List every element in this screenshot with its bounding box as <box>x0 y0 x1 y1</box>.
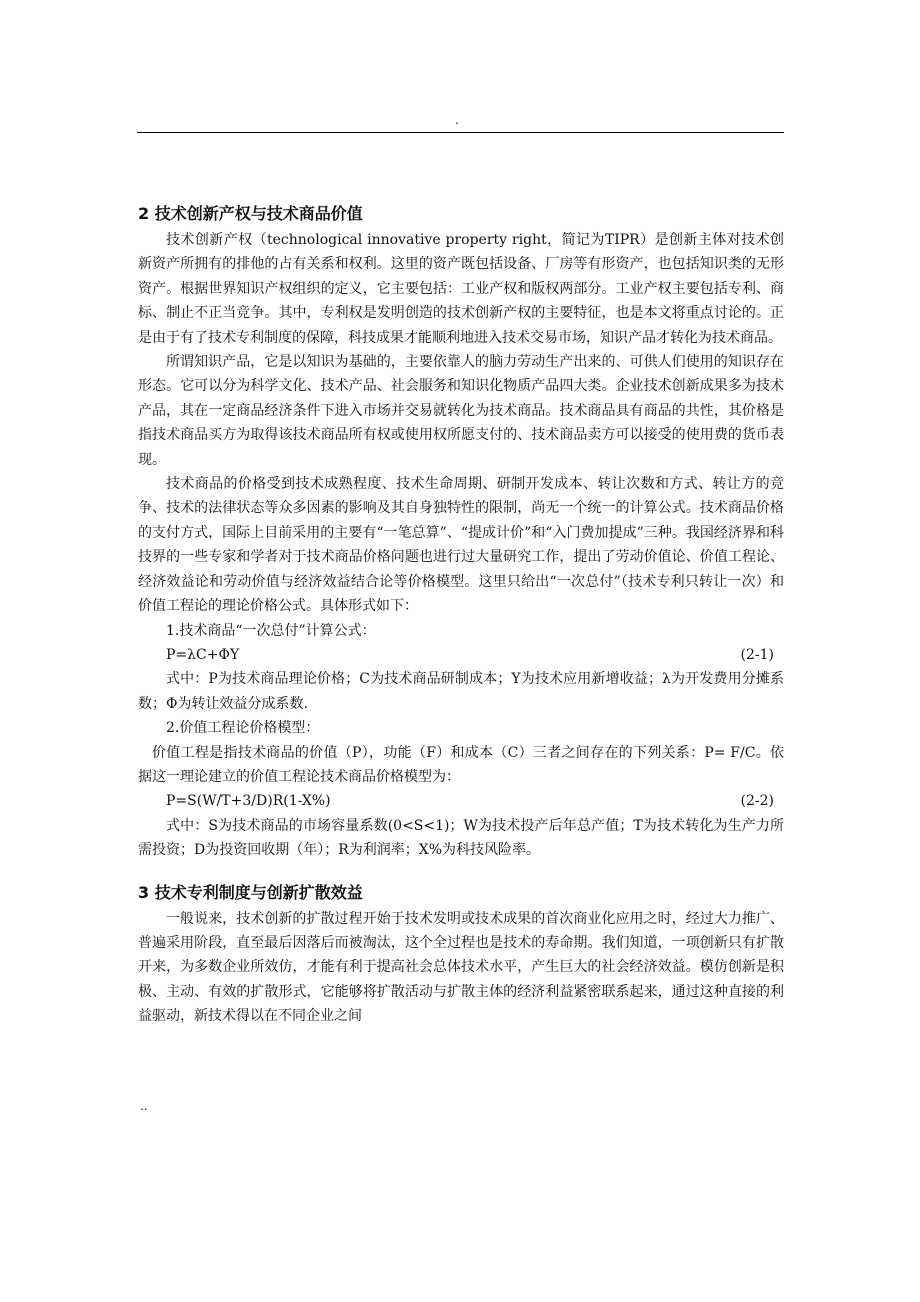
formula-2 <box>138 789 784 813</box>
footer-dots: .. <box>140 1099 148 1113</box>
section-3-heading: 3 技术专利制度与创新扩散效益 <box>138 882 363 902</box>
formula-1-description: 式中：P为技术商品理论价格；C为技术商品研制成本；Y为技术应用新增收益；λ为开发费用分摊系数；Φ为转让效益分成系数. <box>138 671 784 712</box>
header-rule <box>137 132 784 133</box>
section-2-paragraph-4: 价值工程是指技术商品的价值（P），功能（F）和成本（C）三者之间存在的下列关系：P= F/C。依据这一理论建立的价值工程论技术商品价格模型为： <box>138 744 784 785</box>
section-3-paragraph-1: 一般说来，技术创新的扩散过程开始于技术发明或技术成果的首次商业化应用之时，经过大力推广、普遍采用阶段，直至最后因落后而被淘汰，这个全过程也是技术的寿命期。我们知道，一项创新只有扩散开来，为多数企业所效仿，才能有利于提高社会总体技术水平，产生巨大的社会经济效益。模仿创新是积极、主动、有效的扩散形式，它能够将扩散活动与扩散主体的经济利益紧密联系起来，通过这种直接的利益驱动，新技术得以在不同企业之间 <box>138 910 784 1025</box>
section-2-paragraph-2: 所谓知识产品，它是以知识为基础的，主要依靠人的脑力劳动生产出来的、可供人们使用的知识存在形态。它可以分为科学文化、技术产品、社会服务和知识化物质产品四大类。企业技术创新成果多为技术产品，其在一定商品经济条件下进入市场并交易就转化为技术商品。技术商品具有商品的共性，其价格是指技术商品买方为取得该技术商品所有权或使用权所愿支付的、技术商品卖方可以接受的使用费的货币表现。 <box>138 354 784 468</box>
formula-2-title: 2.价值工程论价格模型： <box>166 720 320 737</box>
formula-1-title: 1.技术商品“一次总付”计算公式： <box>166 622 376 639</box>
section-2-paragraph-1: 技术创新产权（technological innovative property right，简记为TIPR）是创新主体对技术创新资产所拥有的排他的占有关系和权利。这里的资产既包括设备、厂房等有形资产，也包括知识类的无形资产。根据世界知识产权组织的定义，它主要包括：工业产权和版权两部分。工业产权主要包括专利、商标、制止不正当竞争。其中，专利权是发明创造的技术创新产权的主要特征，也是本文将重点讨论的。正是由于有了技术专利制度的保障，科技成果才能顺利地进入技术交易市场，知识产品才转化为技术商品。 <box>138 232 784 346</box>
header-dot: . <box>455 113 459 127</box>
page-content <box>138 200 784 1029</box>
section-2-heading: 2 技术创新产权与技术商品价值 <box>138 204 363 223</box>
formula-1-expression: P=λC+ΦY <box>166 646 240 663</box>
formula-2-expression: P=S(W/T+3/D)R(1-X%) <box>166 793 331 810</box>
formula-2-description: 式中：S为技术商品的市场容量系数(0<S<1)；W为技术投产后年总产值；T为技术转化为生产力所需投资；D为投资回收期（年）；R为利润率；X%为科技风险率。 <box>138 817 784 859</box>
formula-2-number: (2-2) <box>740 793 774 810</box>
formula-1-number: (2-1) <box>740 646 774 663</box>
formula-1 <box>138 643 784 667</box>
section-2-paragraph-3: 技术商品的价格受到技术成熟程度、技术生命周期、研制开发成本、转让次数和方式、转让方的竞争、技术的法律状态等众多因素的影响及其自身独特性的限制，尚无一个统一的计算公式。技术商品价格的支付方式，国际上目前采用的主要有“一笔总算”、“提成计价”和“入门费加提成”三种。我国经济界和科技界的一些专家和学者对于技术商品价格问题也进行过大量研究工作，提出了劳动价值论、价值工程论、经济效益论和劳动价值与经济效益结合论等价格模型。这里只给出“一次总付”（技术专利只转让一次）和价值工程论的理论价格公式。具体形式如下： <box>138 476 784 615</box>
